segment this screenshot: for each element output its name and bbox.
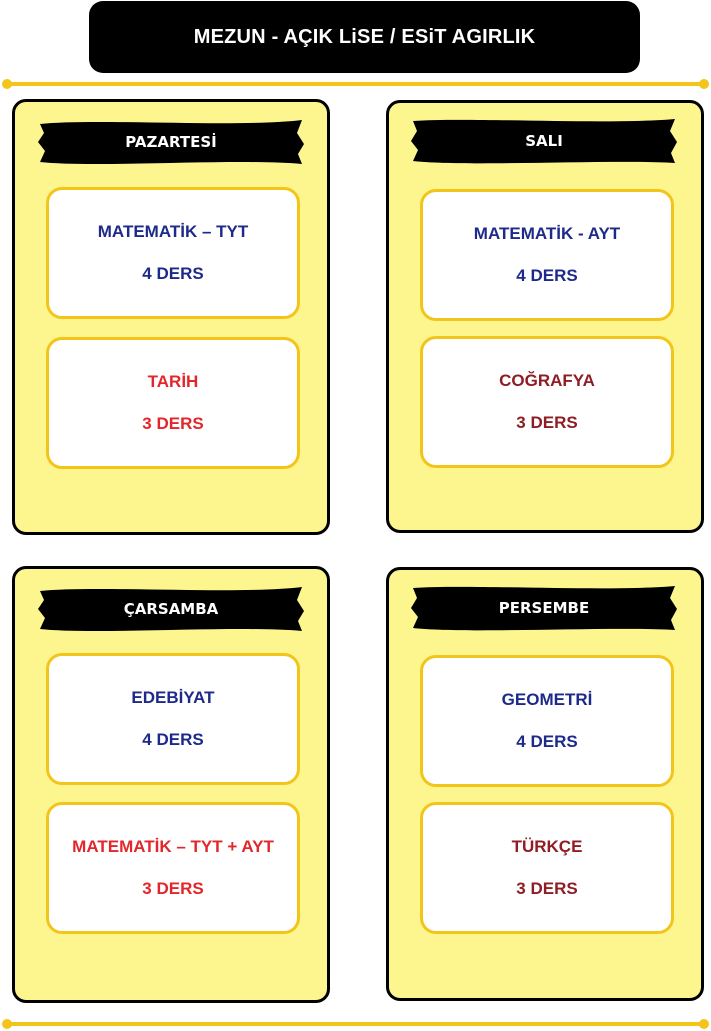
day-card-tuesday	[386, 100, 704, 533]
day-banner	[36, 583, 306, 635]
lesson-box	[46, 802, 300, 934]
lesson-count: 4 DERS	[516, 732, 578, 751]
lesson-box	[420, 655, 674, 787]
lesson-subject: TARİH	[147, 372, 199, 391]
lesson-count: 3 DERS	[142, 414, 204, 433]
lesson-subject: MATEMATİK - AYT	[473, 224, 621, 243]
lesson-box	[46, 187, 300, 319]
day-name: SALI	[525, 132, 563, 150]
day-card-thursday	[386, 567, 704, 1001]
divider-dot	[2, 79, 12, 89]
lesson-box	[46, 337, 300, 469]
lesson-subject: EDEBİYAT	[131, 688, 215, 707]
day-card-wednesday	[12, 566, 330, 1003]
top-divider	[4, 82, 707, 86]
lesson-box	[420, 336, 674, 468]
lesson-subject: TÜRKÇE	[511, 837, 583, 856]
lesson-count: 4 DERS	[142, 730, 204, 749]
day-name: ÇARSAMBA	[123, 600, 219, 618]
lesson-subject: MATEMATİK – TYT	[97, 222, 249, 241]
divider-dot	[699, 79, 709, 89]
day-name: PERSEMBE	[498, 599, 590, 617]
day-name: PAZARTESİ	[125, 133, 217, 151]
lesson-box	[420, 189, 674, 321]
divider-dot	[2, 1019, 12, 1029]
day-banner	[409, 582, 679, 634]
day-banner	[409, 115, 679, 167]
lesson-count: 4 DERS	[516, 266, 578, 285]
lesson-subject: COĞRAFYA	[499, 371, 595, 390]
bottom-divider	[4, 1022, 707, 1026]
lesson-box	[46, 653, 300, 785]
lesson-count: 3 DERS	[516, 413, 578, 432]
lesson-subject: MATEMATİK – TYT + AYT	[72, 837, 274, 856]
page-title-text: MEZUN - AÇIK LiSE / ESiT AGIRLIK	[193, 25, 536, 48]
lesson-count: 3 DERS	[142, 879, 204, 898]
page-title	[89, 1, 640, 73]
divider-dot	[699, 1019, 709, 1029]
lesson-box	[420, 802, 674, 934]
lesson-subject: GEOMETRİ	[501, 690, 593, 709]
lesson-count: 4 DERS	[142, 264, 204, 283]
day-card-monday	[12, 99, 330, 535]
day-banner	[36, 116, 306, 168]
lesson-count: 3 DERS	[516, 879, 578, 898]
